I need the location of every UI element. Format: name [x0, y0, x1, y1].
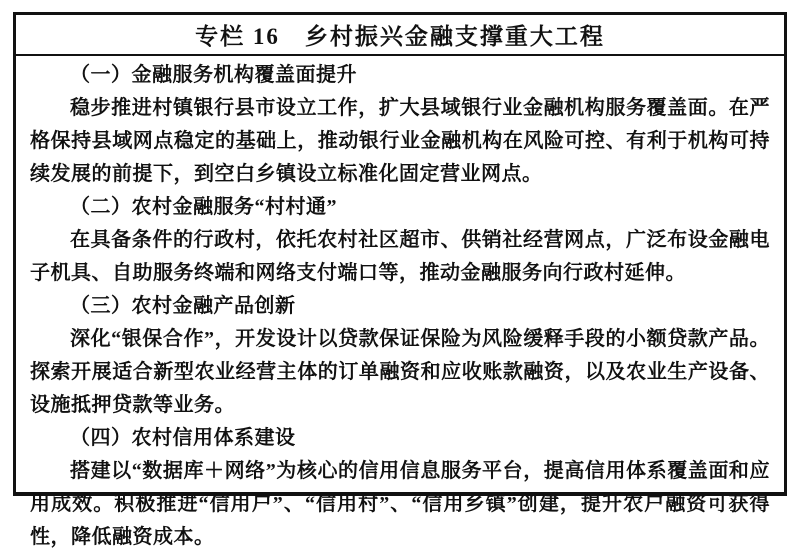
- section-rural-finance-village-access: [30, 191, 770, 290]
- section-2-paragraph: 在具备条件的行政村，依托农村社区超市、供销社经营网点，广泛布设金融电子机具、自助服务终端和网络支付端口等，推动金融服务向行政村延伸。: [30, 229, 770, 284]
- section-1-paragraph: 稳步推进村镇银行县市设立工作，扩大县域银行业金融机构服务覆盖面。在严格保持县域网点稳定的基础上，推动银行业金融机构在风险可控、有利于机构可持续发展的前提下，到空白乡镇设立标准化固定营业网点。: [30, 97, 770, 185]
- section-4-heading: （四）农村信用体系建设: [70, 427, 296, 449]
- section-4-paragraph: 搭建以“数据库＋网络”为核心的信用信息服务平台，提高信用体系覆盖面和应用成效。积极推进“信用户”、“信用村”、“信用乡镇”创建，提升农户融资可获得性，降低融资成本。: [30, 460, 770, 548]
- column-body: [16, 56, 784, 554]
- section-rural-financial-product-innovation: [30, 290, 770, 422]
- section-rural-credit-system: [30, 422, 770, 554]
- column-box: [13, 12, 787, 548]
- section-1-heading: （一）金融服务机构覆盖面提升: [70, 64, 357, 86]
- section-3-heading: （三）农村金融产品创新: [70, 295, 296, 317]
- section-financial-service-coverage: [30, 59, 770, 191]
- column-title: 专栏 16 乡村振兴金融支撑重大工程: [16, 15, 784, 56]
- section-2-heading: （二）农村金融服务“村村通”: [70, 196, 337, 218]
- section-3-paragraph: 深化“银保合作”，开发设计以贷款保证保险为风险缓释手段的小额贷款产品。探索开展适合新型农业经营主体的订单融资和应收账款融资，以及农业生产设备、设施抵押贷款等业务。: [30, 328, 770, 416]
